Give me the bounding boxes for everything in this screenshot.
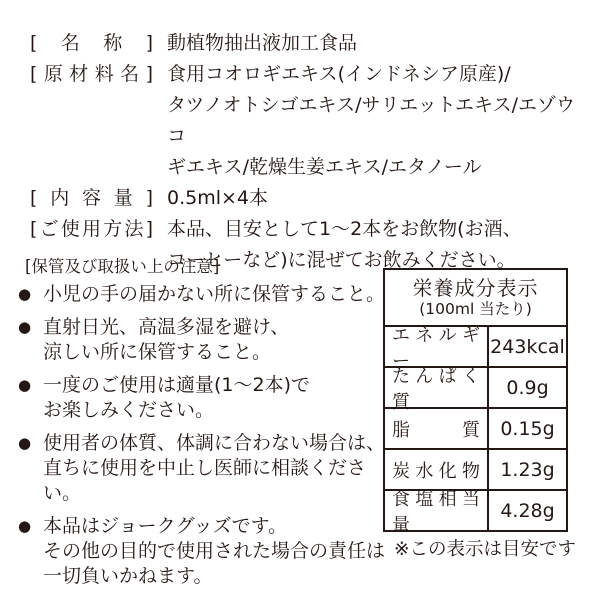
list-item-text <box>43 282 385 307</box>
table-row <box>385 488 566 536</box>
bullet-icon: ● <box>18 285 32 303</box>
nutrition-title: 栄養成分表示 <box>412 276 539 300</box>
table-row <box>385 409 566 450</box>
nutrient-value: 0.15g <box>500 417 555 440</box>
nutrient-label-cell <box>385 409 489 448</box>
usage-field-label: [ご使用方法] <box>30 218 153 240</box>
volume-line: 0.5ml×4本 <box>167 187 269 209</box>
nutrient-label-cell <box>385 488 489 536</box>
note-line: 本品はジョークグッズです。 <box>43 515 288 537</box>
name-line: 動植物抽出液加工食品 <box>167 32 358 54</box>
info-row-ingredients <box>30 59 578 183</box>
note-line: 涼しい所に保管すること。 <box>43 341 272 363</box>
nutrient-label-cell <box>385 324 489 372</box>
list-item-text <box>43 373 310 423</box>
note-line: 直射日光、高温多湿を避け、 <box>43 316 290 338</box>
bullet-icon: ● <box>18 318 32 336</box>
nutrient-label: エネルギー <box>392 324 480 372</box>
ingredients-field-label: [原材料名] <box>30 63 153 85</box>
note-line: 使用者の体質、体調に合わない場合は、 <box>43 432 386 454</box>
storage-notes-section <box>18 256 393 597</box>
nutrient-value: 4.28g <box>500 499 555 522</box>
nutrition-table-header <box>385 270 566 327</box>
usage-line: 本品、目安として1〜2本をお飲物(お酒、 <box>167 218 522 240</box>
info-row-name <box>30 28 578 59</box>
name-field-value <box>167 28 357 59</box>
volume-field-value <box>167 183 268 214</box>
nutrient-value: 243kcal <box>490 335 565 358</box>
note-line: お楽しみください。 <box>43 399 215 421</box>
list-item <box>18 431 393 506</box>
list-item <box>18 373 393 423</box>
list-item <box>18 315 393 365</box>
nutrient-value: 0.9g <box>506 376 549 399</box>
name-field-label: [名称] <box>30 32 153 54</box>
volume-field-label: [内容量] <box>30 187 153 209</box>
storage-notes-heading: [保管及び取扱い上の注意] <box>25 257 220 276</box>
nutrient-label-cell <box>385 450 489 489</box>
nutrient-value: 1.23g <box>500 458 555 481</box>
note-line: その他の目的で使用された場合の責任は <box>43 540 386 562</box>
nutrient-label: 脂質 <box>392 419 480 441</box>
note-line: 小児の手の届かない所に保管すること。 <box>43 283 386 305</box>
bullet-icon: ● <box>18 376 32 394</box>
ingredients-line: ギエキス/乾燥生姜エキス/エタノール <box>167 156 482 178</box>
info-row-volume <box>30 183 578 214</box>
nutrient-label: 食塩相当量 <box>392 488 480 536</box>
ingredients-line: 食用コオロギエキス(インドネシア原産)/ <box>167 63 511 85</box>
usage-line: コーヒーなど)に混ぜてお飲みください。 <box>167 249 516 271</box>
note-line: 直ちに使用を中止し医師に相談ください。 <box>43 457 367 504</box>
nutrient-label-cell <box>385 365 489 413</box>
list-item <box>18 514 393 589</box>
list-item-text <box>43 431 393 506</box>
list-item-text <box>43 514 385 589</box>
ingredients-line: タツノオトシゴエキス/サリエットエキス/エゾウコ <box>167 94 576 147</box>
nutrient-label: 炭水化物 <box>392 460 480 482</box>
product-info-section <box>30 28 578 276</box>
bullet-icon: ● <box>18 517 32 535</box>
note-line: 一切負いかねます。 <box>43 565 213 587</box>
note-line: 一度のご使用は適量(1〜2本)で <box>43 374 311 396</box>
table-row <box>385 365 566 413</box>
nutrient-label: たんぱく質 <box>392 365 480 413</box>
nutrition-table <box>383 268 568 536</box>
list-item-text <box>43 315 289 365</box>
ingredients-field-value <box>167 59 578 183</box>
nutrition-subtitle: (100ml 当たり) <box>419 300 532 318</box>
list-item <box>18 282 393 307</box>
bullet-icon: ● <box>18 434 32 452</box>
nutrition-disclaimer: ※この表示は目安です <box>393 539 576 560</box>
